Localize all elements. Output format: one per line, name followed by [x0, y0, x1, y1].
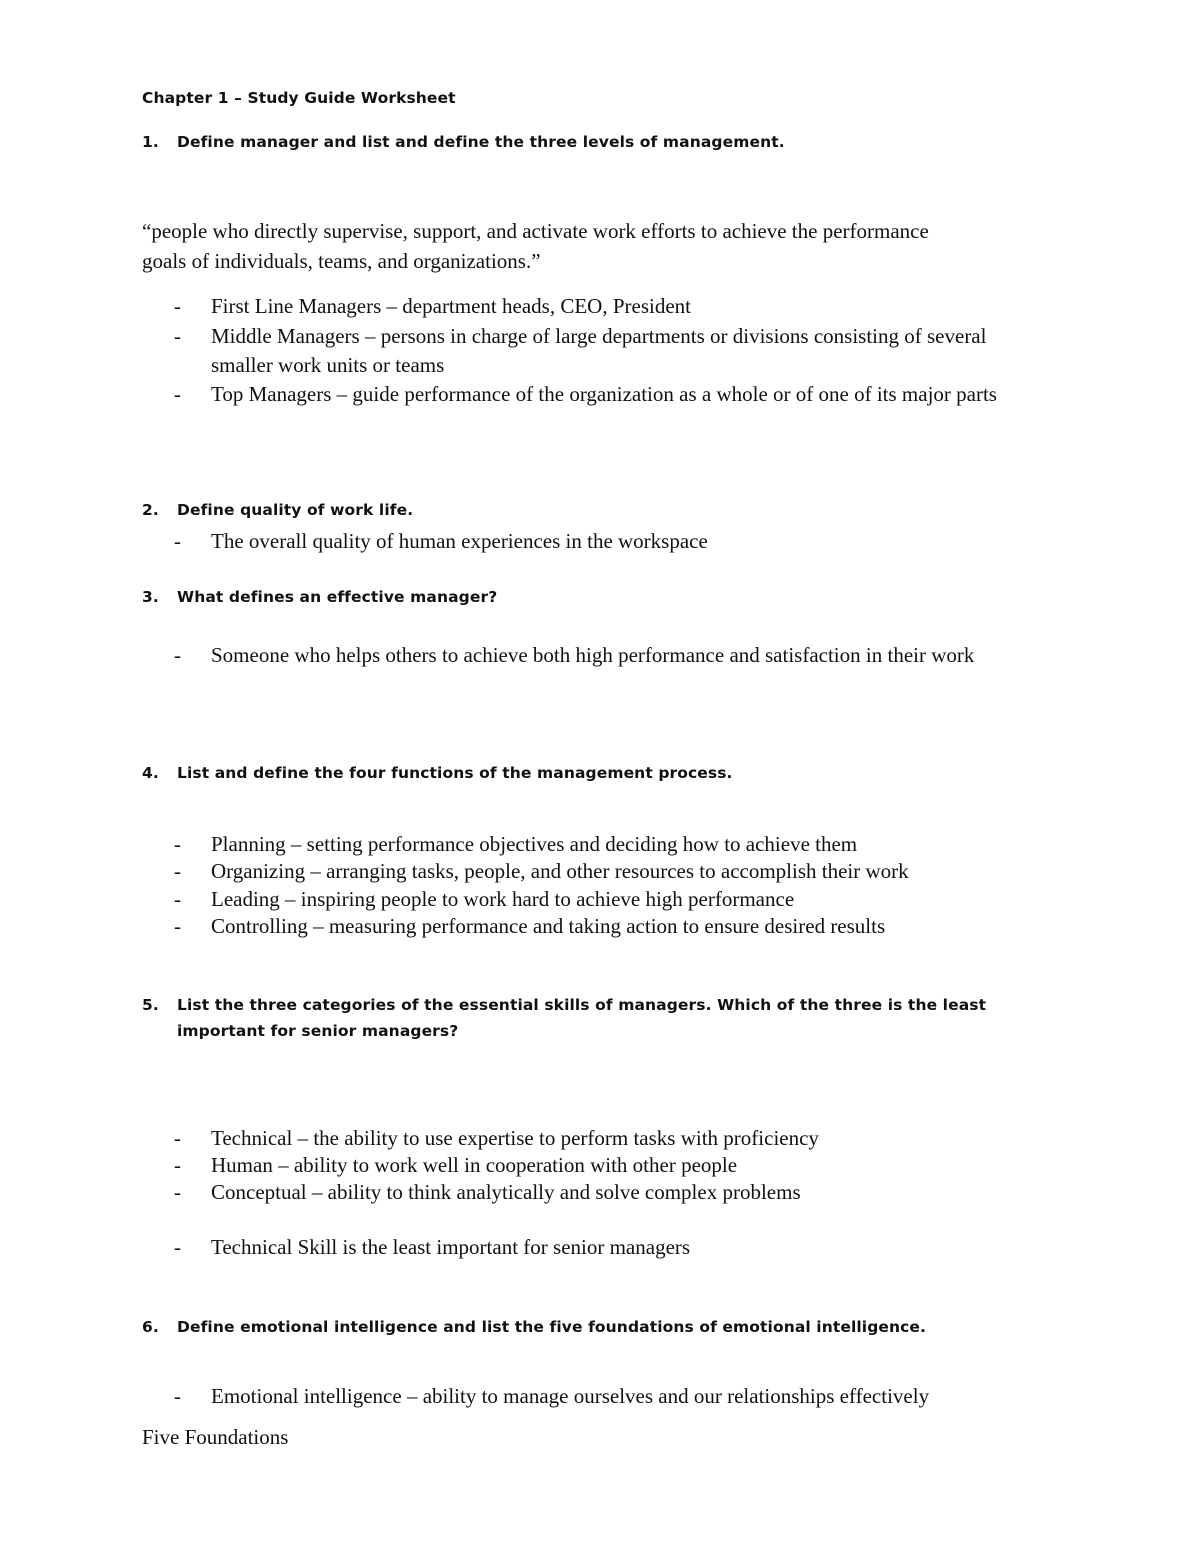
bullet-dash: - — [174, 1180, 181, 1204]
list-item-text: Someone who helps others to achieve both high performance and satisfaction in their work — [211, 643, 975, 667]
question-text-line-2: important for senior managers? — [177, 1022, 459, 1040]
question-number: 1. — [142, 133, 159, 151]
bullet-dash: - — [174, 1126, 181, 1150]
question-4 — [0, 764, 1200, 786]
bullet-dash: - — [174, 914, 181, 938]
question-3 — [0, 588, 1200, 610]
bullet-dash: - — [174, 294, 181, 318]
question-number: 2. — [142, 501, 159, 519]
five-foundations-heading: Five Foundations — [142, 1425, 289, 1449]
list-item-text: First Line Managers – department heads, CEO, President — [211, 294, 691, 318]
question-5 — [0, 996, 1200, 1018]
question-number: 6. — [142, 1318, 159, 1336]
question-text: List and define the four functions of the management process. — [177, 764, 733, 782]
bullet-dash: - — [174, 832, 181, 856]
question-text: Define manager and list and define the three levels of management. — [177, 133, 785, 151]
list-item-text: Leading – inspiring people to work hard to achieve high performance — [211, 887, 795, 911]
list-item-text: Middle Managers – persons in charge of large departments or divisions consisting of several smaller work units or teams — [211, 324, 987, 377]
question-number: 5. — [142, 996, 159, 1014]
question-text: What defines an effective manager? — [177, 588, 498, 606]
list-item-text: Planning – setting performance objectives and deciding how to achieve them — [211, 832, 858, 856]
bullet-dash: - — [174, 643, 181, 667]
page-title: Chapter 1 – Study Guide Worksheet — [142, 89, 456, 107]
list-item-text: Top Managers – guide performance of the organization as a whole or of one of its major parts — [211, 382, 997, 406]
list-item-text: Conceptual – ability to think analytically and solve complex problems — [211, 1180, 801, 1204]
bullet-dash: - — [174, 859, 181, 883]
bullet-dash: - — [174, 529, 181, 553]
list-item-text: The overall quality of human experiences in the workspace — [211, 529, 708, 553]
question-text: Define quality of work life. — [177, 501, 414, 519]
bullet-dash: - — [174, 887, 181, 911]
question-text-line-1: List the three categories of the essential skills of managers. Which of the three is the least — [177, 996, 987, 1014]
list-item-text: Technical Skill is the least important for senior managers — [211, 1235, 691, 1259]
question-number: 3. — [142, 588, 159, 606]
manager-definition-line-1: “people who directly supervise, support, and activate work efforts to achieve the performance — [142, 219, 929, 243]
bullet-dash: - — [174, 1153, 181, 1177]
list-item-text: Organizing – arranging tasks, people, and other resources to accomplish their work — [211, 859, 909, 883]
question-number: 4. — [142, 764, 159, 782]
bullet-dash: - — [174, 1384, 181, 1408]
question-5-continued — [0, 1022, 1200, 1044]
bullet-dash: - — [174, 324, 181, 348]
question-2 — [0, 501, 1200, 523]
bullet-dash: - — [174, 382, 181, 406]
list-item-text: Controlling – measuring performance and taking action to ensure desired results — [211, 914, 886, 938]
bullet-dash: - — [174, 1235, 181, 1259]
list-item-text: Emotional intelligence – ability to manage ourselves and our relationships effectively — [211, 1384, 930, 1408]
question-6 — [0, 1318, 1200, 1340]
question-1 — [0, 133, 1200, 155]
list-item-text: Technical – the ability to use expertise to perform tasks with proficiency — [211, 1126, 819, 1150]
manager-definition-line-2: goals of individuals, teams, and organizations.” — [142, 249, 541, 273]
list-item-text: Human – ability to work well in cooperation with other people — [211, 1153, 738, 1177]
question-text: Define emotional intelligence and list the five foundations of emotional intelligence. — [177, 1318, 927, 1336]
